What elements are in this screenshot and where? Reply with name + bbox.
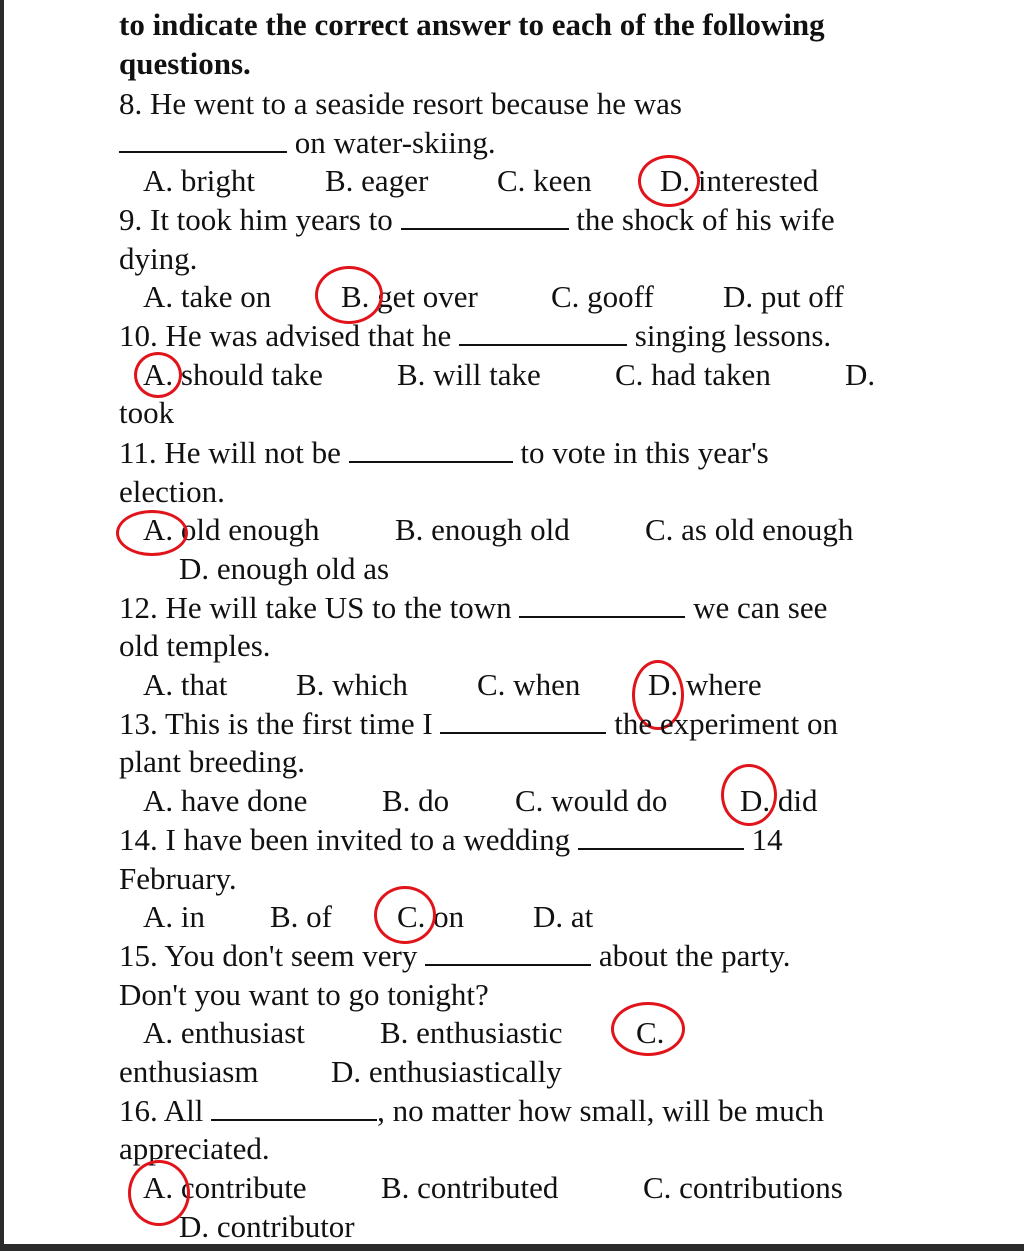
- question-15-stem-cont: Don't you want to go tonight?: [119, 977, 489, 1012]
- answer-circle-mark: [315, 266, 383, 324]
- instruction-line-1: to indicate the correct answer to each of the following: [119, 7, 825, 42]
- question-text: You don't seem very: [164, 938, 418, 973]
- option-b: B. enough old: [395, 512, 570, 547]
- question-text: the shock of his wife: [576, 202, 835, 237]
- question-number: 10.: [119, 318, 158, 353]
- option-c: C. when: [477, 667, 581, 702]
- question-10-stem: [119, 317, 831, 355]
- option-b: B. which: [296, 667, 408, 702]
- page-left-border: [0, 0, 4, 1251]
- option-d: D. at: [533, 899, 594, 934]
- option-c: C.: [636, 1015, 665, 1050]
- question-8-stem: [119, 85, 682, 123]
- option-b: B. get over: [341, 279, 478, 314]
- question-13-stem: [119, 705, 838, 743]
- question-text: I have been invited to a wedding: [165, 822, 571, 857]
- question-text: we can see: [693, 590, 828, 625]
- option-b: B. eager: [325, 163, 429, 198]
- question-text: He went to a seaside resort because he was: [150, 86, 682, 121]
- question-14-stem-cont: February.: [119, 861, 237, 896]
- option-d: D. did: [740, 783, 818, 818]
- question-number: 12.: [119, 590, 158, 625]
- option-a: A. contribute: [143, 1170, 307, 1205]
- question-12-stem-cont: old temples.: [119, 628, 271, 663]
- question-number: 16.: [119, 1093, 158, 1128]
- answer-circle-mark: [611, 1002, 685, 1056]
- question-number: 14.: [119, 822, 158, 857]
- answer-circle-mark: [128, 1160, 190, 1226]
- question-text: He will not be: [164, 435, 341, 470]
- option-a: A. enthusiast: [143, 1015, 305, 1050]
- option-a: A. bright: [143, 163, 255, 198]
- question-9-stem: [119, 201, 835, 239]
- option-d: D. enthusiastically: [331, 1054, 562, 1089]
- option-d: D. put off: [723, 279, 844, 314]
- question-text: All: [163, 1093, 204, 1128]
- question-text: , no matter how small, will be much: [377, 1093, 825, 1128]
- option-a: A. take on: [143, 279, 272, 314]
- question-text: on water-skiing.: [294, 125, 496, 160]
- question-number: 11.: [119, 435, 157, 470]
- answer-blank: [119, 125, 287, 153]
- option-c: C. on: [397, 899, 465, 934]
- instruction-line-2: questions.: [119, 46, 251, 81]
- answer-blank: [349, 435, 513, 463]
- option-b: B. will take: [397, 357, 541, 392]
- question-text: to vote in this year's: [520, 435, 769, 470]
- option-a: A. in: [143, 899, 205, 934]
- answer-blank: [519, 590, 685, 618]
- question-text: about the party.: [598, 938, 791, 973]
- option-d: D. enough old as: [179, 551, 390, 586]
- answer-circle-mark: [374, 886, 436, 944]
- answer-blank: [425, 938, 591, 966]
- option-d: D. interested: [660, 163, 819, 198]
- question-12-stem: [119, 589, 827, 627]
- question-text: It took him years to: [150, 202, 393, 237]
- option-d: D. where: [648, 667, 762, 702]
- answer-circle-mark: [134, 352, 182, 398]
- question-9-stem-cont: dying.: [119, 241, 198, 276]
- question-text: He was advised that he: [165, 318, 452, 353]
- option-d-text: took: [119, 395, 175, 430]
- question-8-stem-cont: [119, 124, 496, 162]
- option-b: B. do: [382, 783, 450, 818]
- option-a: A. have done: [143, 783, 308, 818]
- answer-blank: [578, 822, 744, 850]
- answer-circle-mark: [638, 155, 700, 207]
- question-number: 13.: [119, 706, 158, 741]
- answer-blank: [401, 202, 569, 230]
- question-text: This is the first time I: [164, 706, 433, 741]
- option-b: B. of: [270, 899, 332, 934]
- option-a: A. old enough: [143, 512, 320, 547]
- option-c: C. keen: [497, 163, 592, 198]
- page-bottom-border: [0, 1244, 1024, 1251]
- option-d: D. contributor: [179, 1209, 355, 1244]
- question-11-stem: [119, 434, 769, 472]
- option-c: C. had taken: [615, 357, 771, 392]
- question-13-stem-cont: plant breeding.: [119, 744, 305, 779]
- answer-blank: [211, 1093, 377, 1121]
- option-c-text: enthusiasm: [119, 1054, 259, 1089]
- option-c: C. as old enough: [645, 512, 854, 547]
- question-16-stem: [119, 1092, 824, 1130]
- question-11-stem-cont: election.: [119, 474, 225, 509]
- question-number: 15.: [119, 938, 158, 973]
- answer-circle-mark: [116, 510, 188, 556]
- option-c: C. gooff: [551, 279, 654, 314]
- option-a: A. that: [143, 667, 228, 702]
- question-16-stem-cont: appreciated.: [119, 1131, 270, 1166]
- question-number: 9.: [119, 202, 143, 237]
- answer-circle-mark: [721, 764, 777, 826]
- option-d: D.: [845, 357, 876, 392]
- question-15-stem: [119, 937, 791, 975]
- option-c: C. contributions: [643, 1170, 843, 1205]
- option-a: A. should take: [143, 357, 323, 392]
- option-c: C. would do: [515, 783, 668, 818]
- question-14-stem: [119, 821, 783, 859]
- option-b: B. enthusiastic: [380, 1015, 563, 1050]
- question-number: 8.: [119, 86, 143, 121]
- answer-blank: [459, 318, 627, 346]
- answer-blank: [440, 706, 606, 734]
- question-text: the experiment on: [614, 706, 839, 741]
- question-text: 14: [751, 822, 783, 857]
- question-text: singing lessons.: [634, 318, 832, 353]
- question-text: He will take US to the town: [165, 590, 512, 625]
- option-b: B. contributed: [381, 1170, 559, 1205]
